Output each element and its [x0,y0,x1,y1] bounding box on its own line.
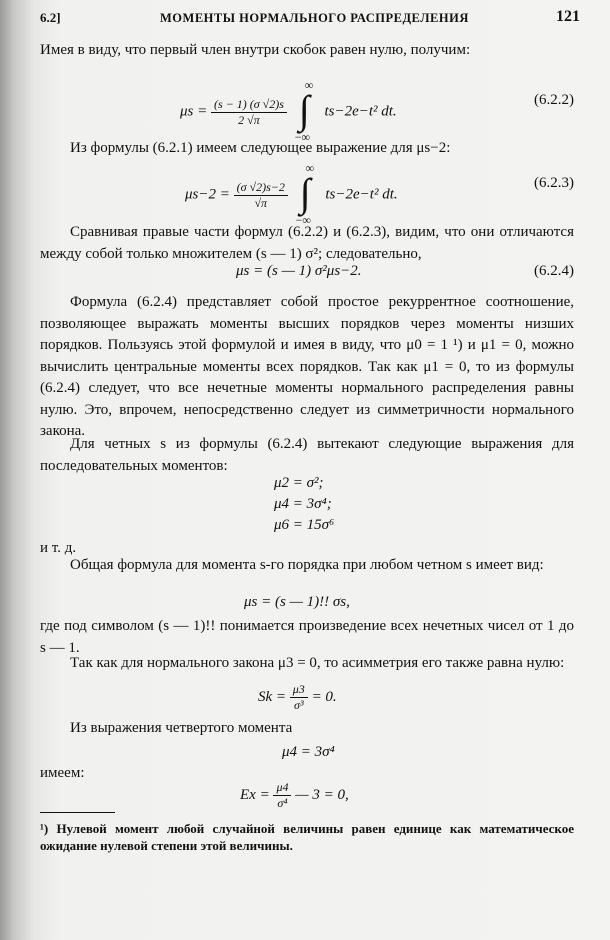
eq1-number: (6.2.2) [534,92,574,108]
equation-skewness [258,682,337,713]
equation-6-2-2 [40,78,574,144]
paragraph-2: Из формулы (6.2.1) имеем следующее выражение для μs−2: [70,140,451,156]
moment-6: μ6 = 15σ⁶ [274,517,335,533]
eq2-rhs: ts−2e−t² dt. [325,186,398,203]
eq2-lhs: μs−2 = [185,186,230,203]
equation-general-moment: μs = (s — 1)!! σs, [244,594,350,610]
eq1-denominator: 2 √π [238,112,260,127]
footnote-rule [40,812,115,813]
eq5-denominator: σ³ [294,698,304,712]
equation-fourth-moment: μ4 = 3σ⁴ [282,744,335,760]
eq5-lhs: Sk = [258,688,287,705]
eq7-numerator: μ4 [273,780,291,796]
eq5-fraction [290,682,308,713]
paragraph-10: Из выражения четвертого момента [70,720,293,736]
equation-6-2-4 [40,263,574,293]
paragraph-8: где под символом (s — 1)!! понимается произведение всех нечетных чисел от 1 до s — 1. [40,618,574,656]
eq1-lhs: μs = [180,103,208,120]
eq2-fraction [234,180,288,211]
running-header [40,8,580,30]
moment-4: μ4 = 3σ⁴; [274,496,332,512]
eq5-rhs: = 0. [311,688,337,705]
eq7-lhs: Ex = [240,786,270,803]
eq1-rhs: ts−2e−t² dt. [324,103,397,120]
eq3-number: (6.2.4) [534,263,574,279]
paragraph-1: Имея в виду, что первый член внутри скобок равен нулю, получим: [40,42,471,58]
eq1-integral: ∫ ∞ −∞ [294,78,314,144]
page-number: 121 [556,8,580,25]
eq7-denominator: σ⁴ [277,796,288,810]
eq2-numerator: (σ √2)s−2 [234,180,288,196]
paragraph-3: Сравнивая правые части формул (6.2.2) и (6.2.3), видим, что они отличаются между собой только множителем (s — 1) σ²; следовательно, [40,224,574,262]
paragraph-5: Для четных s из формулы (6.2.4) вытекают следующие выражения для последовательных моментов: [40,436,574,474]
section-number: 6.2] [40,10,61,25]
eq1-numerator: (s − 1) (σ √2)s [211,97,287,113]
paragraph-4: Формула (6.2.4) представляет собой простое рекуррентное соотношение, позволяющее выражать моменты высших порядков через моменты низших порядков. Пользуясь этой формулой и имея в виду, что μ0 = 1 ¹) и μ1 = 0, можно вычислить центральные моменты всех порядков. Так как μ1 = 0, то из формулы (6.2.4) следует, что все нечетные моменты нормального распределения равны нулю. Это, впрочем, непосредственно следует из симметричности нормального закона. [40,294,574,439]
paragraph-6: и т. д. [40,540,77,556]
eq7-fraction [273,780,291,811]
paragraph-7: Общая формула для момента s-го порядка при любом четном s имеет вид: [70,557,544,573]
paragraph-11: имеем: [40,765,85,781]
moment-2: μ2 = σ²; [274,475,324,491]
eq1-upper-limit: ∞ [304,78,314,92]
eq2-integral: ∫ ∞ −∞ [295,161,315,227]
eq2-number: (6.2.3) [534,175,574,191]
eq2-lower-limit: −∞ [295,213,311,227]
eq2-denominator: √π [254,195,268,210]
footnote: ¹) Нулевой момент любой случайной величины равен единице как математическое ожидание нулевой степени этой величины. [40,821,574,853]
equation-kurtosis [240,780,349,811]
eq5-numerator: μ3 [290,682,308,698]
header-title: МОМЕНТЫ НОРМАЛЬНОГО РАСПРЕДЕЛЕНИЯ [160,11,469,25]
equation-6-2-3 [40,161,574,227]
eq1-fraction [211,97,287,128]
eq1-lower-limit: −∞ [294,130,311,144]
eq7-rhs: — 3 = 0, [295,786,349,803]
eq3-text: μs = (s — 1) σ²μs−2. [236,263,362,279]
paragraph-9: Так как для нормального закона μ3 = 0, то асимметрия его также равна нулю: [70,655,565,671]
eq2-upper-limit: ∞ [305,161,315,175]
